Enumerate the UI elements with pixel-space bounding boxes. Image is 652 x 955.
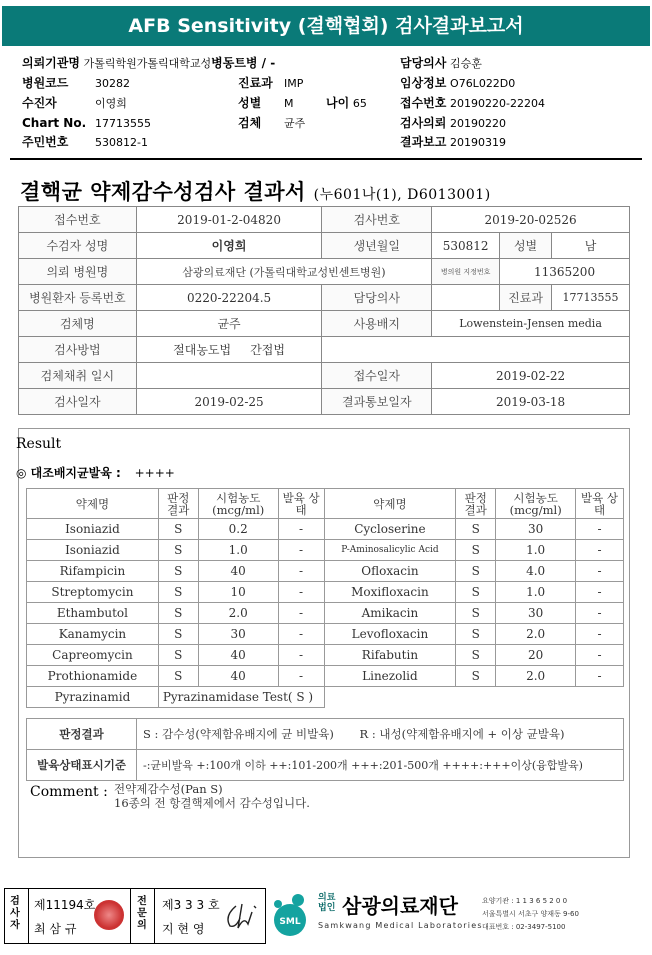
drug-name: Rifampicin [27,561,159,582]
judge-header: 판정 결과 [158,489,198,519]
drug-growth: - [278,519,324,540]
resident-value: 530812-1 [95,136,148,149]
doc-sex-value: 남 [552,233,630,259]
drug-name: Kanamycin [27,624,159,645]
doctor-label: 담당의사 [400,56,447,70]
logo-text: SML [279,917,301,927]
test-date-label: 검사일자 [19,389,137,415]
dob-label: 생년월일 [322,233,432,259]
drug-conc: 40 [198,666,278,687]
hospital-code-value: 30282 [95,77,130,90]
age-value: 65 [352,97,367,110]
drug-growth: - [278,624,324,645]
sml-logo-icon [268,890,312,940]
drug-result: S [456,561,496,582]
institution-value: 가톨릭학원가톨릭대학교성 [83,57,212,70]
drug-name: Linezolid [324,666,456,687]
drug-name: Cycloserine [324,519,456,540]
header-divider [10,158,642,160]
examiner-name: 최 삼 규 [34,922,77,936]
judge-label: 판정결과 [27,719,137,750]
drug-conc: 40 [198,561,278,582]
specialist-license: 제3 3 3 호 [162,898,220,912]
drug-growth: - [576,519,624,540]
drug-name: Streptomycin [27,582,159,603]
method-2: 간접법 [250,343,285,357]
notify-value: 2019-03-18 [432,389,630,415]
doc-title-text: 결핵균 약제감수성검사 결과서 [20,179,306,204]
drug-name: Ofloxacin [324,561,456,582]
drug-result: S [158,582,198,603]
table-row [27,582,624,603]
drug-result: S [456,582,496,603]
test-no-label: 검사번호 [322,207,432,233]
specialist-name: 지 현 영 [162,922,205,936]
hospital-code-label: 병원코드 [22,76,69,90]
drug-growth: - [576,561,624,582]
corp-info-3: 대표번호 : 02-3497-5100 [482,923,566,931]
table-row [27,603,624,624]
drug-result: S [158,540,198,561]
drug-result: S [158,603,198,624]
drug-growth: - [576,624,624,645]
drug-name: Isoniazid [27,519,159,540]
clinical-value: O76L022D0 [450,77,516,90]
drug-name: Capreomycin [27,645,159,666]
comment-label: Comment : [30,784,108,800]
drug-growth: - [576,666,624,687]
signature-icon [222,898,262,934]
ward-label: 병동트병 / - [211,56,276,70]
notify-label: 결과통보일자 [322,389,432,415]
table-row [27,687,624,708]
request-label: 검사의뢰 [400,116,447,130]
dept-label: 진료과 [238,76,273,90]
drug-conc: 30 [496,603,576,624]
receipt-label: 접수번호 [400,96,447,110]
drug-growth: - [278,603,324,624]
doc-specimen-value: 균주 [136,311,322,337]
clinical-label: 임상정보 [400,76,447,90]
method-label: 검사방법 [19,337,137,363]
hospital-code-row [22,74,68,92]
hosp-no-label: 병의원 지정번호 [432,259,500,285]
signature-divider [154,888,155,944]
judge-text [137,719,624,750]
corp-info-1: 요양기관 : 1 1 3 6 5 2 0 0 [482,897,568,905]
receipt-no-value: 2019-01-2-04820 [136,207,322,233]
drug-result: S [158,561,198,582]
drug-conc: 10 [198,582,278,603]
drug-name: P-Aminosalicylic Acid [324,540,456,561]
drug-conc: 1.0 [496,582,576,603]
method-value [136,337,322,363]
name-value: 이영희 [136,233,322,259]
table-row [27,666,624,687]
received-value: 2019-02-22 [432,363,630,389]
drug-name: Amikacin [324,603,456,624]
patient-value: 이영희 [95,97,127,110]
drug-name: Rifabutin [324,645,456,666]
specialist-label: 전문의 [137,896,147,931]
patient-label: 수진자 [22,96,57,110]
method-1: 절대농도법 [173,343,232,357]
doctor-row [400,54,482,73]
specimen-value: 균주 [284,117,306,130]
drug-result: S [456,519,496,540]
doc-doctor-label: 담당의사 [322,285,432,311]
drug-result: S [456,645,496,666]
drug-result: S [158,519,198,540]
drug-conc: 40 [198,645,278,666]
sex-value: M [284,97,294,110]
dept-value: IMP [284,77,304,90]
drug-conc: 4.0 [496,561,576,582]
seal-icon [94,900,124,930]
doc-specimen-label: 검체명 [19,311,137,337]
drug-conc: 0.2 [198,519,278,540]
legend-table [26,718,624,781]
drug-growth: - [576,582,624,603]
sex-label: 성별 [238,96,262,110]
receipt-no-label: 접수번호 [19,207,137,233]
growth-header: 발육 상태 [576,489,624,519]
medium-growth [16,464,175,481]
drug-result: S [456,666,496,687]
corp-type: 의료 법인 [318,893,336,913]
name-label: 수검자 성명 [19,233,137,259]
examiner-label: 검사자 [10,896,20,931]
patient-info-table [18,206,630,415]
growth-legend-label: 발육상태표시기준 [27,750,137,781]
drug-name: Isoniazid [27,540,159,561]
chart-label: Chart No. [22,116,87,130]
drug-name: Moxifloxacin [324,582,456,603]
report-value: 20190319 [450,136,507,149]
medium-value: Lowenstein-Jensen media [432,311,630,337]
collect-label: 검체채취 일시 [19,363,137,389]
examiner-license: 제11194호 [34,898,96,912]
dob-value: 530812 [432,233,500,259]
drug-growth: - [278,540,324,561]
table-row [27,624,624,645]
drug-result: S [158,666,198,687]
corp-info-2: 서울특별시 서초구 양재동 9-60 [482,910,579,918]
hospital-label: 의뢰 병원명 [19,259,137,285]
drug-conc: 20 [496,645,576,666]
growth-header: 발육 상태 [278,489,324,519]
drug-table [26,488,624,708]
drug-growth: - [278,582,324,603]
drug-result: S [456,540,496,561]
medium-label: 사용배지 [322,311,432,337]
institution-row [22,54,275,73]
table-row [27,519,624,540]
drug-conc: 1.0 [198,540,278,561]
corp-info [482,895,579,934]
received-label: 접수일자 [322,363,432,389]
medium-growth-value: ++++ [134,466,175,480]
doc-sex-label: 성별 [500,233,552,259]
institution-label: 의뢰기관명 [22,56,80,70]
judge-r: R : 내성(약제함유배지에 + 이상 균발육) [359,727,565,741]
report-label: 결과보고 [400,135,447,149]
drug-name: Levofloxacin [324,624,456,645]
test-no-value: 2019-20-02526 [432,207,630,233]
request-value: 20190220 [450,117,507,130]
drug-conc: 1.0 [496,540,576,561]
collect-value [136,363,322,389]
drug-conc: 2.0 [198,603,278,624]
drug-result: S [158,645,198,666]
doctor-value: 김승훈 [450,57,482,70]
growth-legend-text: -:균비발육 +:100개 이하 ++:101-200개 +++:201-500개 ++++:+++이상(융합발육) [137,750,624,781]
drug-name: Ethambutol [27,603,159,624]
drug-conc: 2.0 [496,666,576,687]
hospital-value: 삼광의료재단 (가톨릭대학교성빈센트병원) [136,259,431,285]
pza-result: Pyrazinamidase Test( S ) [158,687,324,708]
resident-label: 주민번호 [22,135,69,149]
doc-doctor-value [432,285,500,311]
drug-growth: - [278,561,324,582]
method-blank [322,337,630,363]
judge-s: S : 감수성(약제함유배지에 균 비발육) [143,727,334,741]
hosp-no-value: 11365200 [500,259,630,285]
comment-line-1: 전약제감수성(Pan S) [114,782,223,796]
comment-line-2: 16종의 전 항결핵제에서 감수성입니다. [114,796,310,810]
empty-cell [324,687,623,708]
doc-subtitle: (누601나(1), D6013001) [313,187,491,203]
conc-header: 시험농도 (mcg/ml) [198,489,278,519]
drug-header: 약제명 [324,489,456,519]
drug-conc: 2.0 [496,624,576,645]
comment-text [114,782,310,810]
drug-conc: 30 [198,624,278,645]
drug-result: S [456,603,496,624]
doc-dept-value: 17713555 [552,285,630,311]
medium-growth-label: ◎ 대조배지균발육 : [16,466,121,480]
receipt-value: 20190220-22204 [450,97,545,110]
patient-reg-value: 0220-22204.5 [136,285,322,311]
drug-growth: - [576,645,624,666]
drug-name: Prothionamide [27,666,159,687]
age-label: 나이 [326,96,350,110]
corp-name: 삼광의료재단 [342,894,458,918]
specimen-label: 검체 [238,116,262,130]
corp-english: Samkwang Medical Laboratories [318,921,483,930]
drug-result: S [158,624,198,645]
table-row [27,540,624,561]
table-row [27,561,624,582]
doc-dept-label: 진료과 [500,285,552,311]
drug-growth: - [576,540,624,561]
chart-value: 17713555 [95,117,151,130]
result-label: Result [16,436,62,452]
report-title: AFB Sensitivity (결핵협회) 검사결과보고서 [2,6,650,46]
drug-result: S [456,624,496,645]
doc-title [20,176,491,206]
signature-divider [28,888,29,944]
patient-reg-label: 병원환자 등록번호 [19,285,137,311]
drug-growth: - [278,645,324,666]
drug-header: 약제명 [27,489,159,519]
scanned-report [2,162,650,882]
test-date-value: 2019-02-25 [136,389,322,415]
table-row [27,645,624,666]
drug-name: Pyrazinamid [27,687,159,708]
signature-divider [130,888,131,944]
conc-header: 시험농도 (mcg/ml) [496,489,576,519]
drug-growth: - [278,666,324,687]
drug-growth: - [576,603,624,624]
drug-conc: 30 [496,519,576,540]
judge-header: 판정 결과 [456,489,496,519]
